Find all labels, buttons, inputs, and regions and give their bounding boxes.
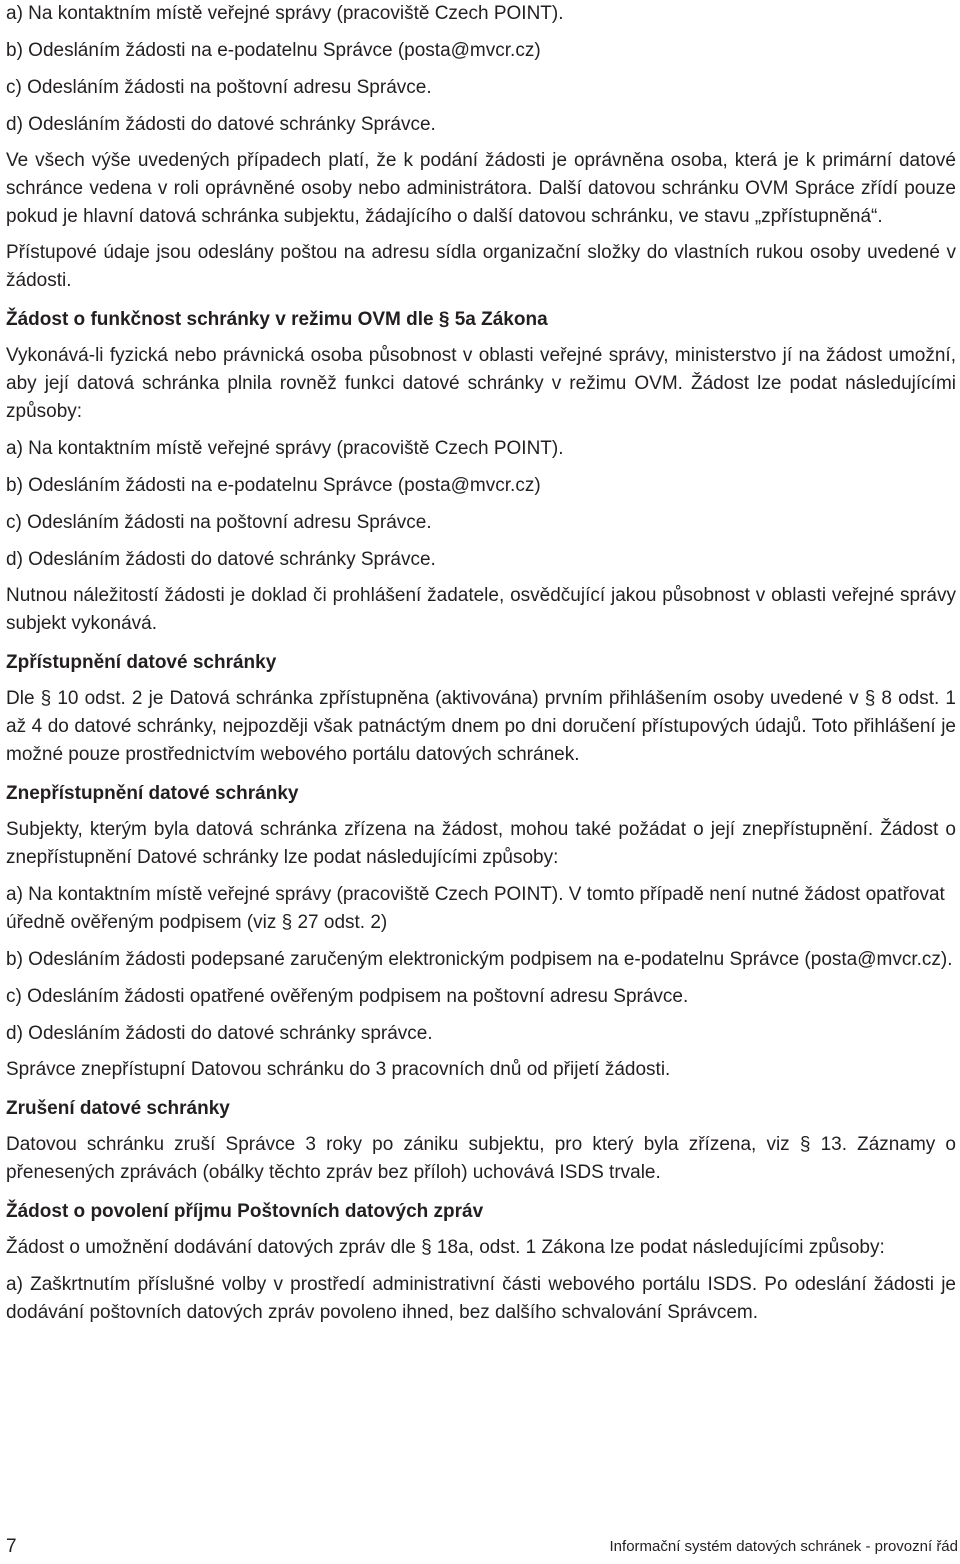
paragraph: Dle § 10 odst. 2 je Datová schránka zpřístupněna (aktivována) prvním přihlášením osoby uvedené v § 8 odst. 1 až 4 do datové schránky, nejpozději však patnáctým dnem po dni doručení přístupových údajů. Toto přihlášení je možné pouze prostřednictvím webového portálu datových schránek. [6, 688, 956, 765]
list-item: c) Odesláním žádosti opatřené ověřeným podpisem na poštovní adresu Správce. [6, 986, 689, 1007]
list-item: b) Odesláním žádosti podepsané zaručeným elektronickým podpisem na e-podatelnu Správce (posta@mvcr.cz). [6, 949, 953, 970]
section-heading-deny: Znepřístupnění datové schránky [6, 783, 299, 804]
list-item: b) Odesláním žádosti na e-podatelnu Správce (posta@mvcr.cz) [6, 475, 541, 496]
list-item: d) Odesláním žádosti do datové schránky Správce. [6, 549, 436, 570]
paragraph: Ve všech výše uvedených případech platí, že k podání žádosti je oprávněna osoba, která je k primární datové schránce vedena v roli oprávněné osoby nebo administrátora. Další datovou schránku OVM Spráce zřídí pouze pokud je hlavní datová schránka subjektu, žádajícího o další datovou schránku, ve stavu „zpřístupněná“. [6, 150, 956, 227]
list-item: d) Odesláním žádosti do datové schránky Správce. [6, 114, 436, 135]
list-item: a) Na kontaktním místě veřejné správy (pracoviště Czech POINT). V tomto případě není nutné žádost opatřovat úředně ověřeným podpisem (viz § 27 odst. 2) [6, 884, 945, 933]
list-item: a) Na kontaktním místě veřejné správy (pracoviště Czech POINT). [6, 438, 564, 459]
document-title: Informační systém datových schránek - provozní řád [609, 1538, 958, 1555]
page-number: 7 [6, 1536, 17, 1557]
paragraph: Subjekty, kterým byla datová schránka zřízena na žádost, mohou také požádat o její znepřístupnění. Žádost o znepřístupnění Datové schránky lze podat následujícími způsoby: [6, 819, 956, 868]
list-item: d) Odesláním žádosti do datové schránky správce. [6, 1023, 433, 1044]
paragraph: Nutnou náležitostí žádosti je doklad či prohlášení žadatele, osvědčující jakou působnost v oblasti veřejné správy subjekt vykonává. [6, 585, 956, 634]
section-heading-ovm: Žádost o funkčnost schránky v režimu OVM dle § 5a Zákona [6, 309, 548, 330]
section-heading-access: Zpřístupnění datové schránky [6, 652, 277, 673]
list-item: c) Odesláním žádosti na poštovní adresu Správce. [6, 77, 432, 98]
section-heading-cancel: Zrušení datové schránky [6, 1098, 230, 1119]
paragraph: Přístupové údaje jsou odeslány poštou na adresu sídla organizační složky do vlastních rukou osoby uvedené v žádosti. [6, 242, 956, 291]
paragraph: Datovou schránku zruší Správce 3 roky po zániku subjektu, pro který byla zřízena, viz § 13. Záznamy o přenesených zprávách (obálky těchto zpráv bez příloh) uchovává ISDS trvale. [6, 1134, 956, 1183]
paragraph: Žádost o umožnění dodávání datových zpráv dle § 18a, odst. 1 Zákona lze podat následujícími způsoby: [6, 1237, 885, 1258]
paragraph: Správce znepřístupní Datovou schránku do 3 pracovních dnů od přijetí žádosti. [6, 1059, 671, 1080]
paragraph: Vykonává-li fyzická nebo právnická osoba působnost v oblasti veřejné správy, ministerstvo jí na žádost umožní, aby její datová schránka plnila rovněž funkci datové schránky v režimu OVM. Žádost lze podat následujícími způsoby: [6, 345, 956, 422]
list-item: c) Odesláním žádosti na poštovní adresu Správce. [6, 512, 432, 533]
list-item: b) Odesláním žádosti na e-podatelnu Správce (posta@mvcr.cz) [6, 40, 541, 61]
page-content [6, 0, 956, 1327]
section-heading-postal: Žádost o povolení příjmu Poštovních datových zpráv [6, 1201, 484, 1222]
list-item: a) Zaškrtnutím příslušné volby v prostředí administrativní části webového portálu ISDS. Po odeslání žádosti je dodávání poštovních datových zpráv povoleno ihned, bez dalšího schvalování Správcem. [6, 1274, 956, 1323]
page-footer [0, 1532, 960, 1558]
list-item: a) Na kontaktním místě veřejné správy (pracoviště Czech POINT). [6, 3, 564, 24]
